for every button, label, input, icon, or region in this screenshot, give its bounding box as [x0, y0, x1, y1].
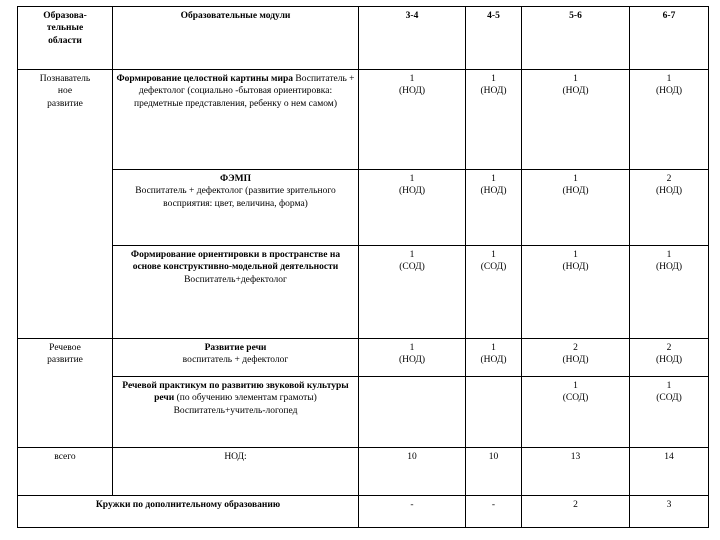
count-cell-4-5	[466, 377, 522, 448]
count-cell-3-4	[359, 339, 466, 377]
table-extra-row	[18, 496, 709, 528]
count-kind: (НОД)	[480, 86, 507, 97]
table-row	[18, 170, 709, 246]
area-label-line1: Познаватель	[39, 74, 91, 84]
table-total-row	[18, 448, 709, 496]
module-title: Формирование целостной картины мира	[116, 74, 294, 84]
extra-cell-5-6: 2	[522, 496, 630, 528]
count-kind: (НОД)	[655, 186, 683, 197]
count-value: 1	[491, 174, 496, 184]
count-cell-6-7	[630, 170, 709, 246]
count-value: 1	[573, 381, 578, 391]
count-value: 1	[666, 74, 672, 84]
module-subtitle: Воспитатель + дефектолог (социально -бытовая ориентировка: предметные представления, ребенку о нем самом)	[134, 74, 355, 109]
header-cell-age-5-6: 5-6	[522, 7, 630, 70]
module-cell	[113, 246, 359, 339]
count-cell-5-6	[522, 170, 630, 246]
total-label-cell: всего	[18, 448, 113, 496]
table-header-row	[18, 7, 709, 70]
count-value: 2	[573, 343, 578, 353]
count-kind: (СОД)	[562, 393, 589, 404]
count-kind: (НОД)	[562, 262, 589, 273]
count-kind: (НОД)	[398, 186, 426, 197]
area-label-line1: Речевое	[49, 343, 81, 353]
count-kind: (НОД)	[655, 262, 683, 273]
area-label-line2: развитие	[47, 355, 83, 366]
count-kind: (НОД)	[480, 186, 507, 197]
count-kind: (НОД)	[655, 86, 683, 97]
extra-cell-3-4: -	[359, 496, 466, 528]
total-cell-3-4: 10	[359, 448, 466, 496]
count-cell-4-5	[466, 246, 522, 339]
area-cell-cognitive	[18, 70, 113, 339]
count-value: 2	[666, 174, 672, 184]
count-cell-6-7	[630, 246, 709, 339]
total-cell-6-7: 14	[630, 448, 709, 496]
count-cell-5-6	[522, 246, 630, 339]
count-kind: (НОД)	[562, 355, 589, 366]
table-row	[18, 246, 709, 339]
module-subtitle: (по обучению элементам грамоты) Воспитатель+учитель-логопед	[173, 393, 317, 416]
header-cell-areas	[18, 7, 113, 70]
count-kind: (НОД)	[398, 355, 426, 366]
count-value: 1	[491, 343, 496, 353]
count-value: 1	[409, 343, 415, 353]
count-cell-4-5	[466, 339, 522, 377]
count-value: 1	[573, 74, 578, 84]
count-value: 1	[409, 250, 415, 260]
count-kind: (СОД)	[399, 262, 425, 273]
header-cell-age-4-5: 4-5	[466, 7, 522, 70]
header-cell-age-6-7: 6-7	[630, 7, 709, 70]
count-cell-6-7	[630, 70, 709, 170]
table-row	[18, 70, 709, 170]
module-cell	[113, 339, 359, 377]
total-cell-4-5: 10	[466, 448, 522, 496]
table-row	[18, 377, 709, 448]
count-cell-4-5	[466, 170, 522, 246]
area-cell-speech	[18, 339, 113, 448]
count-value: 2	[666, 343, 672, 353]
count-kind: (НОД)	[398, 86, 426, 97]
area-label-line3: развитие	[47, 98, 83, 109]
module-cell	[113, 70, 359, 170]
area-label-line2: ное	[57, 86, 73, 97]
count-cell-3-4	[359, 70, 466, 170]
module-title: ФЭМП	[220, 174, 251, 184]
module-title: Формирование ориентировки в пространстве на основе конструктивно-модельной деятельности	[130, 250, 341, 273]
extra-education-label: Кружки по дополнительному образованию	[18, 496, 359, 528]
count-cell-3-4	[359, 246, 466, 339]
count-kind: (СОД)	[480, 262, 507, 273]
header-cell-age-3-4: 3-4	[359, 7, 466, 70]
header-areas-line3: области	[48, 35, 82, 46]
count-cell-6-7	[630, 339, 709, 377]
education-modules-table	[17, 6, 709, 528]
total-module-cell: НОД:	[113, 448, 359, 496]
count-cell-3-4	[359, 377, 466, 448]
count-cell-5-6	[522, 339, 630, 377]
count-value: 1	[491, 74, 496, 84]
table-row	[18, 339, 709, 377]
extra-cell-4-5: -	[466, 496, 522, 528]
count-kind: (НОД)	[655, 355, 683, 366]
count-value: 1	[573, 174, 578, 184]
count-kind: (НОД)	[562, 186, 589, 197]
count-value: 1	[491, 250, 496, 260]
count-kind: (НОД)	[480, 355, 507, 366]
count-cell-4-5	[466, 70, 522, 170]
header-areas-line1: Образова-	[43, 11, 87, 21]
count-cell-3-4	[359, 170, 466, 246]
module-title: Развитие речи	[204, 343, 267, 353]
extra-cell-6-7: 3	[630, 496, 709, 528]
count-cell-5-6	[522, 70, 630, 170]
count-value: 1	[573, 250, 578, 260]
count-value: 1	[666, 250, 672, 260]
count-value: 1	[409, 74, 415, 84]
count-cell-5-6	[522, 377, 630, 448]
count-kind: (НОД)	[562, 86, 589, 97]
module-title: Речевой практикум по развитию звуковой культуры речи	[122, 381, 349, 404]
module-cell	[113, 170, 359, 246]
header-cell-modules: Образовательные модули	[113, 7, 359, 70]
count-cell-6-7	[630, 377, 709, 448]
count-kind: (СОД)	[656, 393, 682, 404]
count-value: 1	[409, 174, 415, 184]
count-value: 1	[666, 381, 672, 391]
header-areas-line2: тельные	[46, 23, 84, 34]
module-subtitle: воспитатель + дефектолог	[182, 355, 289, 366]
module-cell	[113, 377, 359, 448]
module-subtitle: Воспитатель+дефектолог	[184, 274, 287, 285]
total-cell-5-6: 13	[522, 448, 630, 496]
module-subtitle: Воспитатель + дефектолог (развитие зрительного восприятия: цвет, величина, форма)	[135, 186, 336, 209]
